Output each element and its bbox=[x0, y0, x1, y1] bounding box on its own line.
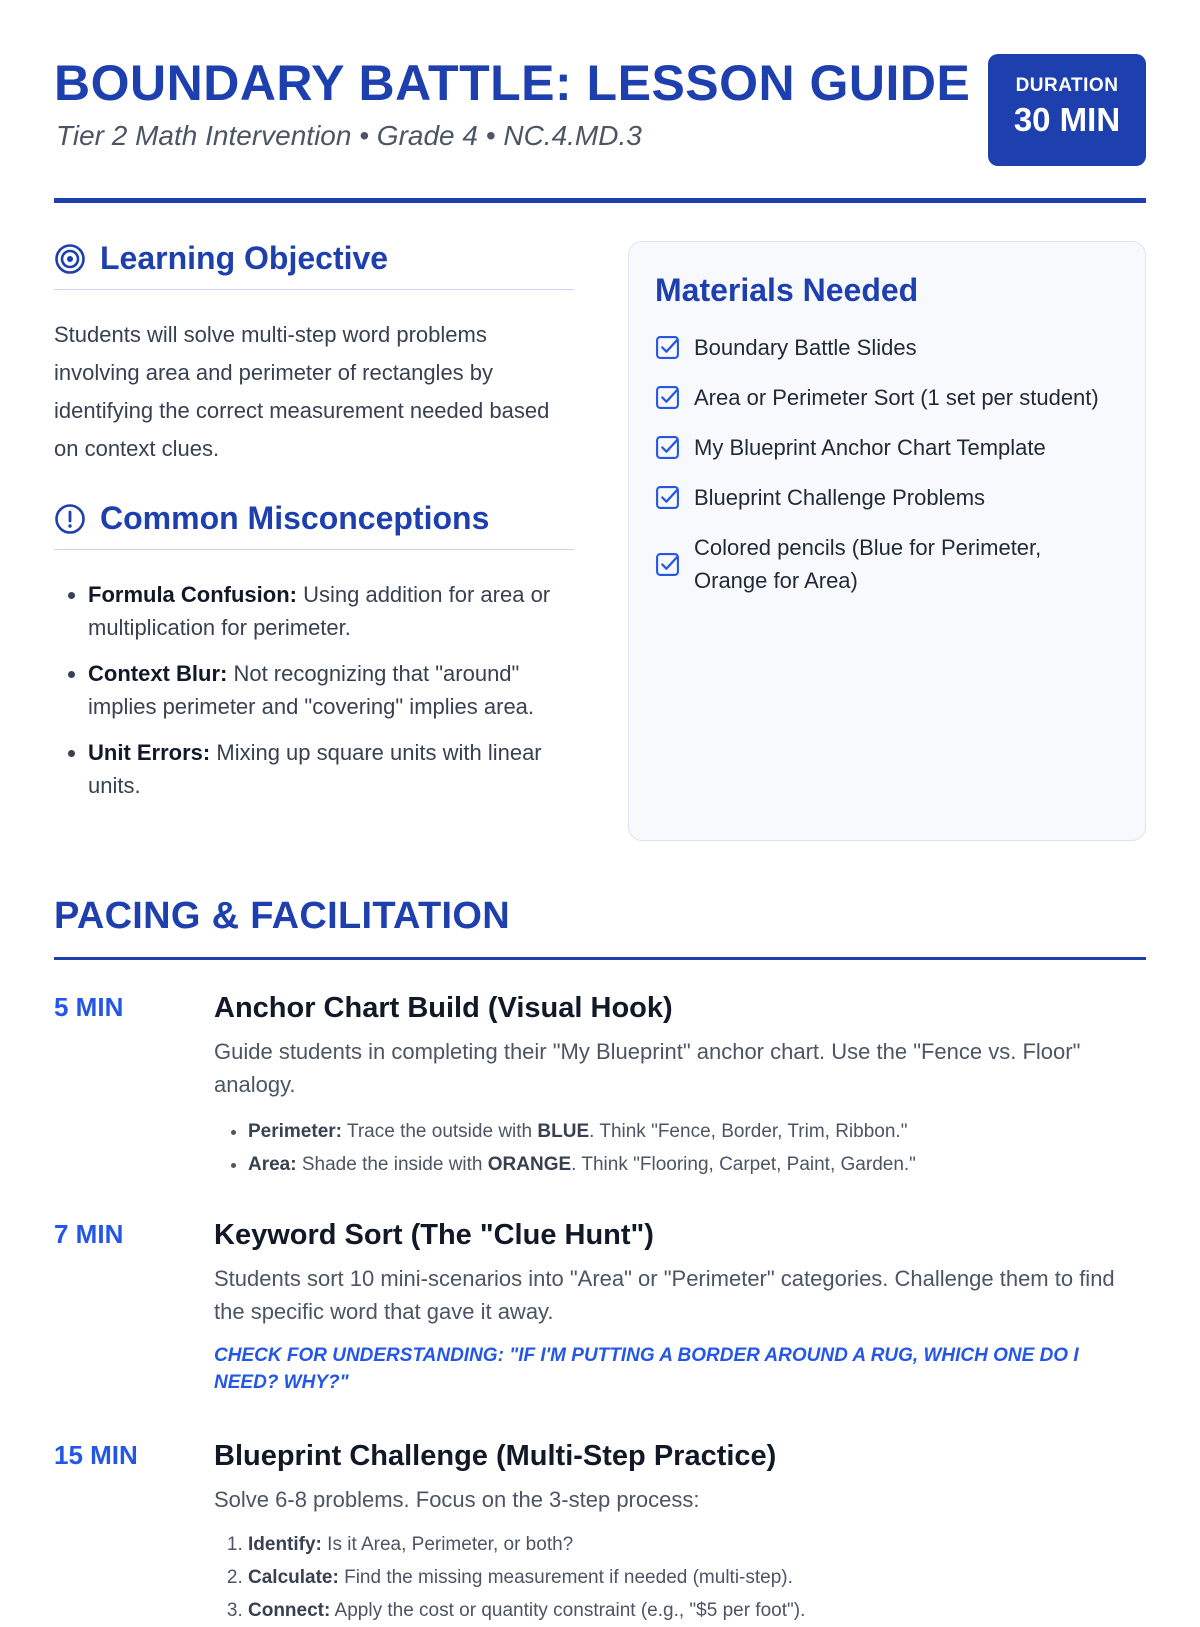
misconception-term: Context Blur: bbox=[88, 661, 228, 686]
step-title: Anchor Chart Build (Visual Hook) bbox=[214, 992, 673, 1024]
bullet-term: Perimeter: bbox=[248, 1121, 342, 1142]
process-text: Is it Area, Perimeter, or both? bbox=[321, 1534, 574, 1555]
material-label: Blueprint Challenge Problems bbox=[694, 485, 986, 510]
pacing-step bbox=[54, 992, 1146, 1181]
material-label: My Blueprint Anchor Chart Template bbox=[694, 435, 1046, 460]
material-item bbox=[655, 531, 1119, 597]
material-label: Boundary Battle Slides bbox=[694, 335, 917, 360]
materials-heading: Materials Needed bbox=[655, 272, 919, 308]
step-title: Blueprint Challenge (Multi-Step Practice) bbox=[214, 1440, 777, 1472]
process-text: Apply the cost or quantity constraint (e.g., "$5 per foot"). bbox=[330, 1600, 806, 1621]
duration-label: DURATION bbox=[1015, 75, 1119, 96]
process-term: Identify: bbox=[248, 1534, 322, 1555]
left-column bbox=[54, 240, 574, 815]
process-text: Find the missing measurement if needed (multi-step). bbox=[338, 1567, 793, 1588]
duration-badge bbox=[988, 54, 1146, 166]
objective-text: Students will solve multi-step word problems involving area and perimeter of rectangles by identifying the correct measurement needed based on context clues. bbox=[54, 322, 550, 461]
material-item bbox=[655, 481, 1119, 514]
bullet-text: Shade the inside with bbox=[296, 1154, 488, 1175]
step-time: 15 MIN bbox=[54, 1440, 138, 1470]
checkbox-icon bbox=[655, 335, 680, 360]
step-body bbox=[214, 1440, 1146, 1627]
checkbox-icon bbox=[655, 435, 680, 460]
bullet-color-word: BLUE bbox=[537, 1121, 590, 1142]
materials-list bbox=[655, 331, 1119, 597]
misconception-text: Not recognizing that "around" implies perimeter and "covering" implies area. bbox=[88, 661, 535, 719]
material-label: Area or Perimeter Sort (1 set per student) bbox=[694, 385, 1099, 410]
misconception-item bbox=[88, 736, 574, 802]
step-bullets bbox=[214, 1115, 1146, 1181]
checkbox-icon bbox=[655, 485, 680, 510]
material-label: Colored pencils (Blue for Perimeter, Orange for Area) bbox=[694, 535, 1042, 593]
misconception-term: Unit Errors: bbox=[88, 740, 211, 765]
process-steps bbox=[214, 1528, 1146, 1627]
misconception-text: Mixing up square units with linear units. bbox=[88, 740, 542, 798]
bullet-text: Trace the outside with bbox=[342, 1121, 538, 1142]
process-step bbox=[248, 1528, 1146, 1561]
check-for-understanding: CHECK FOR UNDERSTANDING: "IF I'M PUTTING A BORDER AROUND A RUG, WHICH ONE DO I NEED? WHY?" bbox=[214, 1345, 1079, 1393]
process-term: Connect: bbox=[248, 1600, 331, 1621]
step-body bbox=[214, 1219, 1146, 1396]
step-bullet bbox=[248, 1115, 1146, 1148]
objective-heading bbox=[54, 240, 574, 290]
misconceptions-heading-text: Common Misconceptions bbox=[100, 500, 490, 536]
step-bullet bbox=[248, 1148, 1146, 1181]
duration-value: 30 MIN bbox=[1013, 101, 1121, 138]
step-description: Solve 6-8 problems. Focus on the 3-step process: bbox=[214, 1487, 700, 1512]
misconception-text: Using addition for area or multiplication for perimeter. bbox=[88, 582, 551, 640]
checkbox-icon bbox=[655, 385, 680, 410]
step-body bbox=[214, 992, 1146, 1181]
material-item bbox=[655, 331, 1119, 364]
checkbox-icon bbox=[655, 552, 680, 577]
process-step bbox=[248, 1594, 1146, 1627]
misconception-item bbox=[88, 657, 574, 723]
bullet-term: Area: bbox=[248, 1154, 297, 1175]
material-item bbox=[655, 381, 1119, 414]
alert-circle-icon bbox=[54, 503, 86, 535]
target-icon bbox=[54, 243, 86, 275]
misconceptions-list bbox=[54, 578, 574, 802]
material-item bbox=[655, 431, 1119, 464]
pacing-step bbox=[54, 1440, 1146, 1627]
step-time: 7 MIN bbox=[54, 1219, 124, 1249]
misconceptions-heading bbox=[54, 500, 574, 550]
process-term: Calculate: bbox=[248, 1567, 339, 1588]
objective-heading-text: Learning Objective bbox=[100, 240, 389, 276]
step-description: Students sort 10 mini-scenarios into "Area" or "Perimeter" categories. Challenge them to find the specific word that gave it away. bbox=[214, 1266, 1115, 1324]
bullet-text: . Think "Flooring, Carpet, Paint, Garden." bbox=[571, 1154, 916, 1175]
step-time: 5 MIN bbox=[54, 992, 124, 1022]
step-title: Keyword Sort (The "Clue Hunt") bbox=[214, 1219, 654, 1251]
pacing-heading-text: PACING & FACILITATION bbox=[54, 895, 510, 937]
misconception-term: Formula Confusion: bbox=[88, 582, 297, 607]
step-description: Guide students in completing their "My Blueprint" anchor chart. Use the "Fence vs. Floor" analogy. bbox=[214, 1039, 1081, 1097]
materials-card bbox=[628, 241, 1146, 841]
misconception-item bbox=[88, 578, 574, 644]
page-header bbox=[54, 48, 1146, 203]
bullet-color-word: ORANGE bbox=[487, 1154, 572, 1175]
pacing-heading bbox=[54, 895, 1146, 960]
bullet-text: . Think "Fence, Border, Trim, Ribbon." bbox=[589, 1121, 908, 1142]
page-title: BOUNDARY BATTLE: LESSON GUIDE bbox=[54, 55, 971, 111]
page-subtitle: Tier 2 Math Intervention • Grade 4 • NC.4.MD.3 bbox=[56, 120, 642, 151]
process-step bbox=[248, 1561, 1146, 1594]
pacing-step bbox=[54, 1219, 1146, 1396]
